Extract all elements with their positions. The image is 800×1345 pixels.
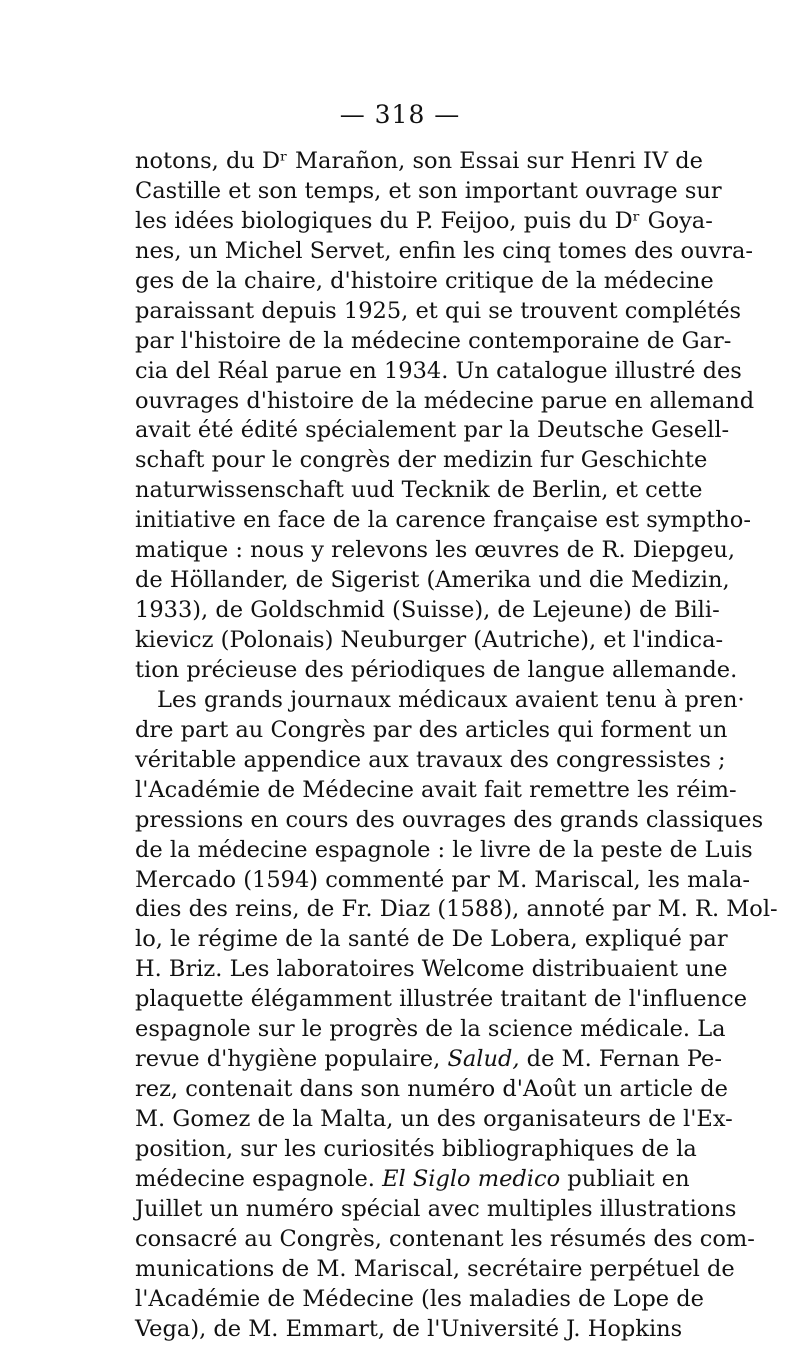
text-line: paraissant depuis 1925, et qui se trouvent complétés <box>135 297 742 324</box>
text-line: position, sur les curiosités bibliographiques de la <box>135 1135 697 1162</box>
text-line: par l'histoire de la médecine contemporaine de Gar- <box>135 327 732 354</box>
text-line: munications de M. Mariscal, secrétaire perpétuel de <box>135 1255 735 1282</box>
text-line: cia del Réal parue en 1934. Un catalogue illustré des <box>135 357 742 384</box>
text-line: initiative en face de la carence française est sympthо- <box>135 507 751 534</box>
text-line: H. Briz. Les laboratoires Welcome distribuaient une <box>135 956 728 983</box>
text-segment: médecine espagnole. <box>135 1165 383 1192</box>
text-line: nes, un Michel Servet, enfin les cinq tomes des ouvra- <box>135 237 754 264</box>
text-line: les idées biologiques du P. Feijoo, puis du Dʳ Goya- <box>135 207 713 234</box>
text-line: dre part au Congrès par des articles qui forment un <box>135 716 728 743</box>
text-segment: publiait en <box>560 1165 690 1192</box>
text-line: Castille et son temps, et son important ouvrage sur <box>135 177 722 204</box>
text-line: M. Gomez de la Malta, un des organisateurs de l'Ex- <box>135 1106 733 1132</box>
text-line: Juillet un numéro spécial avec multiples illustrations <box>135 1195 737 1222</box>
text-line: matique : nous y relevons les œuvres de R. Diepgeu, <box>135 537 736 564</box>
text-line: Mercado (1594) commenté par M. Mariscal, les mala- <box>135 866 751 893</box>
italic-title-el-siglo-medico: El Siglo medico <box>382 1165 561 1192</box>
text-line: plaquette élégamment illustrée traitant de l'influence <box>135 986 748 1013</box>
text-line: l'Académie de Médecine avait fait remettre les réim- <box>135 776 737 803</box>
text-line: naturwissenschaft uud Tecknik de Berlin, et cette <box>135 477 703 504</box>
text-line: avait été édité spécialement par la Deutsche Gesell- <box>135 417 730 444</box>
text-line: lo, le régime de la santé de De Lobera, expliqué par <box>135 926 728 953</box>
text-line: de Höllander, de Sigerist (Amerika und die Medizin, <box>135 567 730 594</box>
page-number: — 318 — <box>339 100 461 129</box>
text-line: pressions en cours des ouvrages des grands classiques <box>135 806 764 833</box>
text-line: véritable appendice aux travaux des congressistes ; <box>135 746 726 773</box>
text-line-with-italic <box>135 1165 690 1195</box>
text-line: kievicz (Polonais) Neuburger (Autriche), et l'indica- <box>135 627 724 653</box>
body-text <box>135 147 778 1345</box>
text-line-with-italic <box>135 1045 722 1075</box>
text-line: ges de la chaire, d'histoire critique de la médecine <box>135 267 714 294</box>
text-line: Vega), de M. Emmart, de l'Université J. Hopkins <box>135 1315 683 1342</box>
text-line: notons, du Dʳ Marañon, son Essai sur Henri IV de <box>135 148 703 174</box>
text-line: espagnole sur le progrès de la science médicale. La <box>135 1016 726 1043</box>
text-line: rez, contenait dans son numéro d'Août un article de <box>135 1076 728 1103</box>
text-line: l'Académie de Médecine (les maladies de Lope de <box>135 1285 704 1312</box>
text-segment: revue d'hygiène populaire, <box>135 1046 448 1073</box>
text-line: de la médecine espagnole : le livre de la peste de Luis <box>135 836 753 863</box>
text-line: schaft pour le congrès der medizin fur Geschichte <box>135 447 708 474</box>
text-line: tion précieuse des périodiques de langue allemande. <box>135 656 738 683</box>
text-line: 1933), de Goldschmid (Suisse), de Lejeune) de Bili- <box>135 597 720 624</box>
text-line: Les grands journaux médicaux avaient tenu à pren· <box>157 686 745 713</box>
italic-title-salud: Salud, <box>447 1046 520 1073</box>
text-line: ouvrages d'histoire de la médecine parue en allemand <box>135 387 755 414</box>
text-line: consacré au Congrès, contenant les résumés des com- <box>135 1225 755 1252</box>
text-line: dies des reins, de Fr. Diaz (1588), annoté par M. R. Mol- <box>135 896 778 923</box>
text-segment: de M. Fernan Pe- <box>519 1046 722 1073</box>
